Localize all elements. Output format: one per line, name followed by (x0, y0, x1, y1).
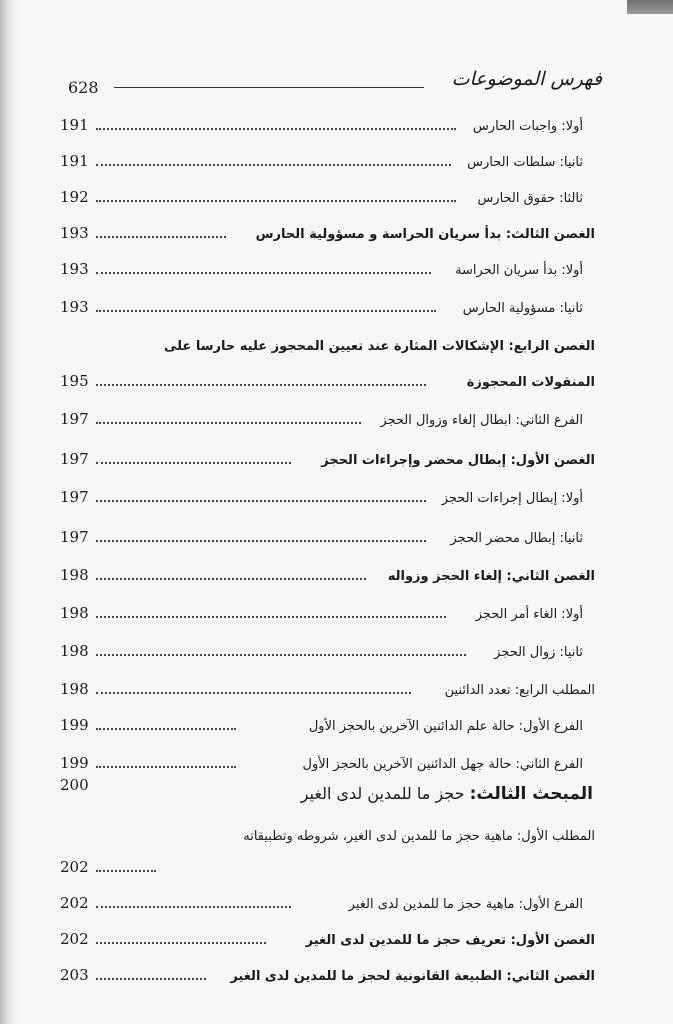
toc-page: 199 (60, 754, 89, 772)
toc-page: 197 (60, 488, 89, 506)
toc-entry (0, 884, 673, 920)
toc-label: المطلب الأول: ماهية حجز ما للمدين لدى الغير، شروطه وتطبيقاته (243, 829, 595, 844)
toc-page: 193 (60, 224, 89, 242)
toc-entry (0, 920, 673, 956)
toc-page: 199 (60, 716, 89, 734)
toc-entry (0, 816, 673, 852)
dot-leader (96, 540, 426, 542)
dot-leader (96, 978, 206, 980)
dot-leader (96, 384, 426, 386)
toc-label: ثانيا: إبطال محضر الحجز (450, 531, 583, 546)
toc-page: 193 (60, 298, 89, 316)
toc-label: الفرع الأول: ماهية حجز ما للمدين لدى الغير (348, 897, 583, 912)
dot-leader (96, 500, 426, 502)
toc-label: ثانيا: زوال الحجز (494, 645, 583, 660)
toc-page: 197 (60, 410, 89, 428)
toc-entry (0, 214, 673, 250)
toc-page: 198 (60, 566, 89, 584)
running-title: فهرس الموضوعات (451, 68, 602, 90)
toc-entry (0, 178, 673, 214)
dot-leader (96, 654, 466, 656)
toc-label: الغصن الثالث: بدأ سريان الحراسة و مسؤولية الحارس (255, 227, 595, 242)
toc-label: أولا: واجبات الحارس (472, 119, 583, 134)
toc-page: 202 (60, 930, 89, 948)
toc-page: 191 (60, 116, 89, 134)
toc-label: الغصن الرابع: الإشكالات المثارة عند تعيين المحجوز عليه حارسا على (163, 339, 595, 354)
page-corner-shadow (627, 0, 673, 14)
toc-page: 198 (60, 604, 89, 622)
toc-page: 197 (60, 450, 89, 468)
toc-entry (0, 594, 673, 630)
dot-leader (96, 728, 236, 730)
dot-leader (96, 906, 291, 908)
dot-leader (96, 616, 446, 618)
dot-leader (96, 272, 431, 274)
toc-page: 200 (60, 776, 89, 794)
toc-label: الغصن الثاني: إلغاء الحجز وزواله (387, 569, 595, 584)
toc-page: 192 (60, 188, 89, 206)
toc-label: الفرع الأول: حالة علم الدائنين الآخرين بالحجز الأول (308, 719, 583, 734)
toc-label: الفرع الثاني: ابطال إلغاء وزوال الحجز (380, 413, 583, 428)
toc-page: 198 (60, 680, 89, 698)
dot-leader (96, 462, 291, 464)
dot-leader (96, 310, 436, 312)
dot-leader (96, 870, 156, 872)
toc-entry (0, 556, 673, 592)
toc-entry (0, 362, 673, 398)
toc-label: أولا: الغاء أمر الحجز (475, 607, 583, 622)
toc-label: ثانيا: سلطات الحارس (467, 155, 583, 170)
dot-leader (96, 236, 226, 238)
section-title: حجز ما للمدين لدى الغير (300, 784, 465, 803)
toc-entry (0, 326, 673, 362)
dot-leader (96, 942, 266, 944)
dot-leader (96, 128, 456, 130)
toc-entry (0, 106, 673, 142)
toc-page: 193 (60, 260, 89, 278)
page-number: 628 (68, 78, 99, 97)
dot-leader (96, 164, 451, 166)
toc-entry (0, 478, 673, 514)
toc-label: أولا: بدأ سريان الحراسة (455, 263, 583, 278)
toc-page: 203 (60, 966, 89, 984)
toc-entry (0, 670, 673, 706)
toc-entry (0, 956, 673, 992)
toc-page: 195 (60, 372, 89, 390)
toc-label: ثانيا: مسؤولية الحارس (462, 301, 583, 316)
header-rule (114, 87, 424, 88)
toc-label: ثالثا: حقوق الحارس (477, 191, 583, 206)
toc-label: الغصن الأول: إبطال محضر وإجراءات الحجز (321, 453, 595, 468)
toc-page: 191 (60, 152, 89, 170)
toc-entry (0, 518, 673, 554)
page-header (62, 64, 602, 98)
dot-leader (96, 692, 411, 694)
toc-label: المطلب الرابع: تعدد الدائنين (444, 683, 595, 698)
dot-leader (96, 422, 361, 424)
toc-entry (0, 400, 673, 436)
toc-label: الغصن الثاني: الطبيعة القانونية لحجز ما للمدين لدى الغير (230, 969, 595, 984)
toc-entry (0, 250, 673, 286)
toc-entry (0, 848, 673, 884)
toc-entry (0, 142, 673, 178)
toc-entry (0, 288, 673, 324)
toc-label: المنقولات المحجوزة (466, 375, 595, 390)
toc-page: 198 (60, 642, 89, 660)
toc-entry (0, 440, 673, 476)
section-heading (301, 784, 593, 804)
toc-page: 197 (60, 528, 89, 546)
toc-entry (0, 706, 673, 742)
toc-page: 202 (60, 858, 89, 876)
toc-entry (0, 632, 673, 668)
toc-label: الغصن الأول: تعريف حجز ما للمدين لدى الغير (305, 933, 595, 948)
toc-label: الفرع الثاني: حالة جهل الدائنين الآخرين بالحجز الأول (302, 757, 583, 772)
toc-page: 202 (60, 894, 89, 912)
dot-leader (96, 200, 456, 202)
section-prefix: المبحث الثالث: (469, 784, 593, 804)
dot-leader (96, 578, 366, 580)
toc-label: أولا: إبطال إجراءات الحجز (441, 491, 583, 506)
